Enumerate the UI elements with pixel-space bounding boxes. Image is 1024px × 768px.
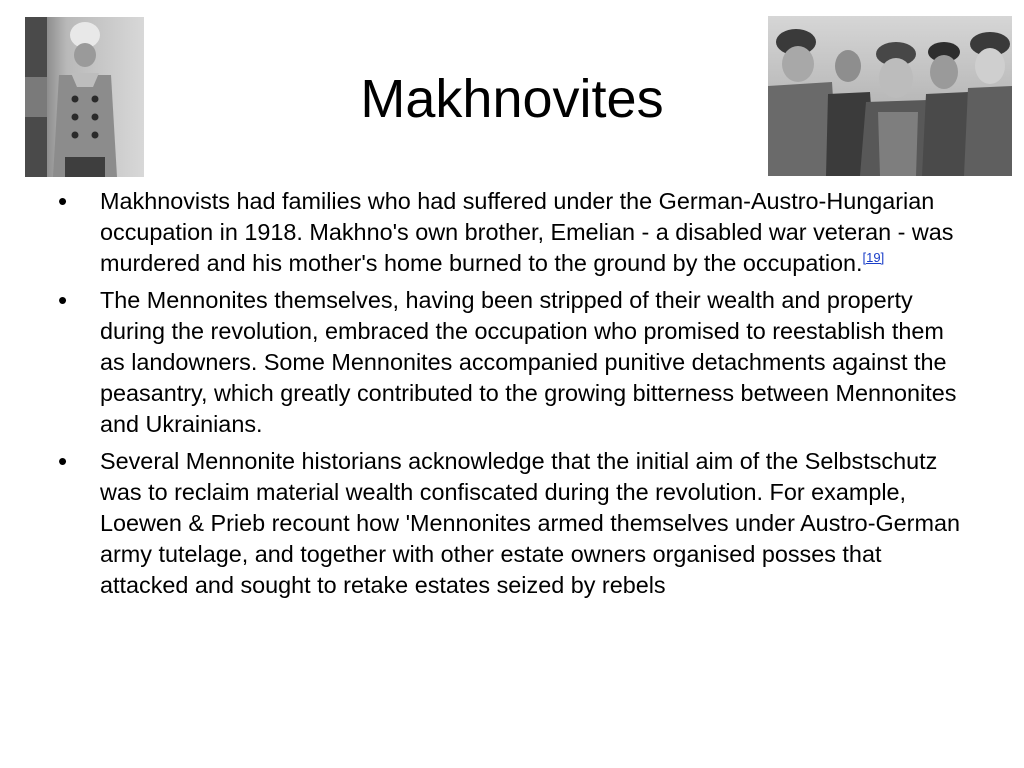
bullet-item: [56, 186, 966, 279]
bullet-marker: •: [58, 186, 68, 216]
bullet-text: The Mennonites themselves, having been stripped of their wealth and property during the revolution, embraced the occupation who promised to reestablish them as landowners. Some Mennonites accompanied punitive detachments against the peasantry, which greatly contributed to the growing bitterness between Mennonites and Ukrainians.: [100, 287, 957, 437]
bullet-text: Makhnovists had families who had suffered under the German-Austro-Hungarian occupation in 1918. Makhno's own brother, Emelian - a disabled war veteran - was murdered and his mother's home burned to the ground by the occupation.: [100, 188, 954, 276]
citation-link[interactable]: [19]: [862, 250, 885, 265]
bullet-text: Several Mennonite historians acknowledge that the initial aim of the Selbstschutz was to reclaim material wealth confiscated during the revolution. For example, Loewen & Prieb recount how 'Mennonites armed themselves under Austro-German army tutelage, and together with other estate owners organised posses that attacked and sought to retake estates seized by rebels: [100, 448, 960, 598]
bullet-item: [56, 285, 966, 440]
bullet-marker: •: [58, 446, 68, 476]
bullet-list: [56, 186, 966, 607]
bullet-item: [56, 446, 966, 601]
slide-title: Makhnovites: [360, 69, 664, 129]
bullet-marker: •: [58, 285, 68, 315]
